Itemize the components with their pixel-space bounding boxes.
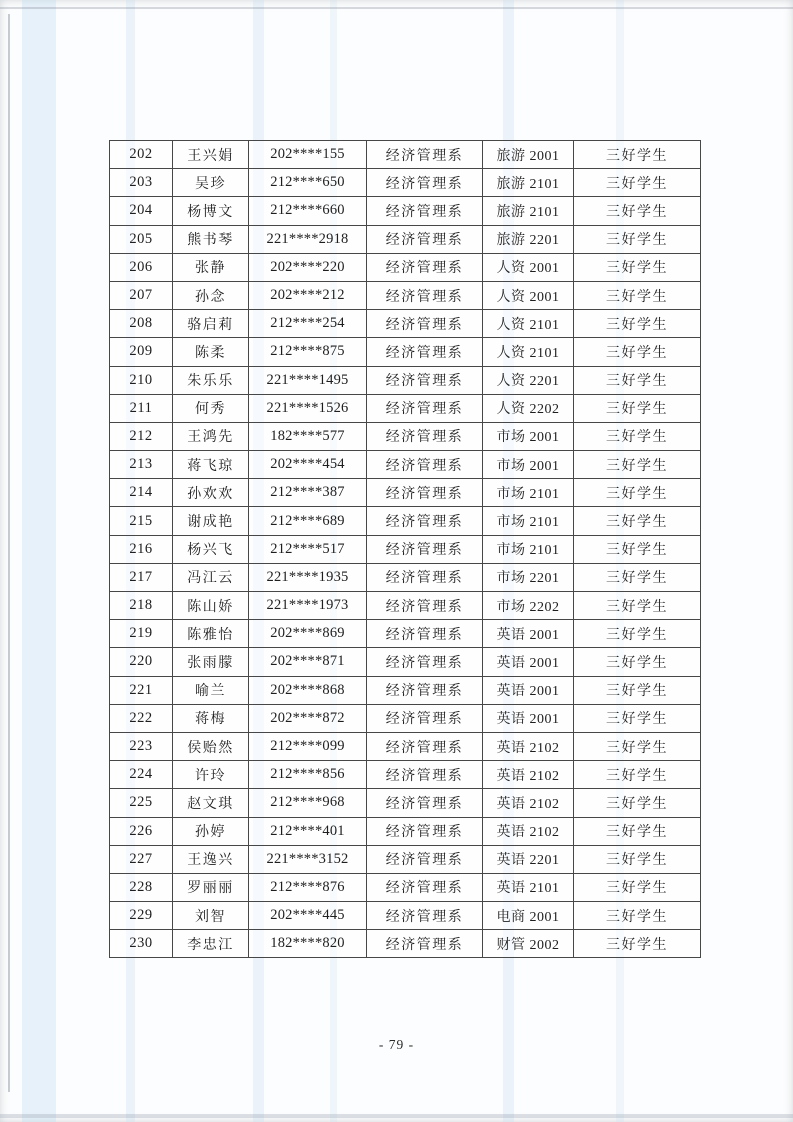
student-name-cell: 杨兴飞 [173,535,249,563]
class-cell: 市场 2101 [483,479,574,507]
department-cell: 经济管理系 [367,169,483,197]
row-number-cell: 222 [110,704,173,732]
student-id-cell: 212****254 [249,310,367,338]
student-id-cell: 212****650 [249,169,367,197]
award-cell: 三好学生 [574,676,701,704]
student-id-cell: 212****875 [249,338,367,366]
student-id-cell: 221****1935 [249,563,367,591]
student-name-cell: 何秀 [173,394,249,422]
department-cell: 经济管理系 [367,817,483,845]
department-cell: 经济管理系 [367,704,483,732]
student-id-cell: 212****968 [249,789,367,817]
student-id-cell: 202****155 [249,141,367,169]
department-cell: 经济管理系 [367,761,483,789]
row-number-cell: 204 [110,197,173,225]
row-number-cell: 213 [110,451,173,479]
student-id-cell: 212****856 [249,761,367,789]
class-cell: 英语 2102 [483,761,574,789]
scan-streak [22,0,56,1122]
department-cell: 经济管理系 [367,507,483,535]
class-cell: 旅游 2001 [483,141,574,169]
student-name-cell: 冯江云 [173,563,249,591]
class-cell: 英语 2201 [483,845,574,873]
student-id-cell: 202****445 [249,902,367,930]
table-row [110,507,701,535]
award-cell: 三好学生 [574,704,701,732]
table-row [110,338,701,366]
row-number-cell: 212 [110,422,173,450]
table-row [110,563,701,591]
department-cell: 经济管理系 [367,620,483,648]
row-number-cell: 216 [110,535,173,563]
student-award-table [109,140,701,958]
student-name-cell: 孙念 [173,281,249,309]
award-cell: 三好学生 [574,648,701,676]
award-cell: 三好学生 [574,535,701,563]
row-number-cell: 223 [110,732,173,760]
table-row [110,817,701,845]
department-cell: 经济管理系 [367,535,483,563]
row-number-cell: 221 [110,676,173,704]
student-id-cell: 221****2918 [249,225,367,253]
row-number-cell: 202 [110,141,173,169]
table-row [110,902,701,930]
student-id-cell: 212****689 [249,507,367,535]
award-cell: 三好学生 [574,169,701,197]
student-id-cell: 202****454 [249,451,367,479]
department-cell: 经济管理系 [367,845,483,873]
scan-edge-top [0,7,793,9]
award-cell: 三好学生 [574,761,701,789]
row-number-cell: 205 [110,225,173,253]
scan-edge-left [8,14,10,1092]
student-name-cell: 朱乐乐 [173,366,249,394]
table-row [110,197,701,225]
table-row [110,225,701,253]
row-number-cell: 208 [110,310,173,338]
table-row [110,732,701,760]
page-number: - 79 - [378,1037,415,1052]
student-name-cell: 喻兰 [173,676,249,704]
award-table-body [110,141,701,958]
department-cell: 经济管理系 [367,422,483,450]
student-name-cell: 谢成艳 [173,507,249,535]
award-cell: 三好学生 [574,366,701,394]
student-name-cell: 陈山娇 [173,592,249,620]
student-id-cell: 202****868 [249,676,367,704]
table-row [110,394,701,422]
row-number-cell: 206 [110,253,173,281]
class-cell: 市场 2101 [483,535,574,563]
award-cell: 三好学生 [574,817,701,845]
class-cell: 市场 2001 [483,451,574,479]
award-cell: 三好学生 [574,253,701,281]
row-number-cell: 214 [110,479,173,507]
department-cell: 经济管理系 [367,338,483,366]
table-row [110,141,701,169]
class-cell: 人资 2001 [483,253,574,281]
student-id-cell: 212****099 [249,732,367,760]
class-cell: 市场 2201 [483,563,574,591]
student-id-cell: 202****212 [249,281,367,309]
student-id-cell: 202****871 [249,648,367,676]
award-cell: 三好学生 [574,225,701,253]
table-row [110,592,701,620]
class-cell: 英语 2001 [483,704,574,732]
student-name-cell: 李忠江 [173,930,249,958]
award-cell: 三好学生 [574,592,701,620]
row-number-cell: 228 [110,873,173,901]
class-cell: 人资 2101 [483,310,574,338]
award-cell: 三好学生 [574,732,701,760]
department-cell: 经济管理系 [367,310,483,338]
student-name-cell: 刘智 [173,902,249,930]
department-cell: 经济管理系 [367,479,483,507]
class-cell: 市场 2202 [483,592,574,620]
award-cell: 三好学生 [574,479,701,507]
class-cell: 英语 2001 [483,620,574,648]
award-cell: 三好学生 [574,310,701,338]
class-cell: 旅游 2201 [483,225,574,253]
table-row [110,422,701,450]
department-cell: 经济管理系 [367,394,483,422]
student-name-cell: 张雨朦 [173,648,249,676]
award-cell: 三好学生 [574,873,701,901]
department-cell: 经济管理系 [367,592,483,620]
row-number-cell: 211 [110,394,173,422]
department-cell: 经济管理系 [367,225,483,253]
row-number-cell: 217 [110,563,173,591]
table-row [110,648,701,676]
department-cell: 经济管理系 [367,676,483,704]
award-cell: 三好学生 [574,620,701,648]
student-name-cell: 许玲 [173,761,249,789]
student-id-cell: 221****1973 [249,592,367,620]
table-row [110,281,701,309]
student-id-cell: 202****220 [249,253,367,281]
student-name-cell: 王逸兴 [173,845,249,873]
student-name-cell: 王兴娟 [173,141,249,169]
class-cell: 电商 2001 [483,902,574,930]
department-cell: 经济管理系 [367,902,483,930]
scan-edge-bottom [0,1114,793,1118]
department-cell: 经济管理系 [367,930,483,958]
student-id-cell: 202****872 [249,704,367,732]
award-cell: 三好学生 [574,197,701,225]
table-row [110,930,701,958]
row-number-cell: 218 [110,592,173,620]
class-cell: 市场 2001 [483,422,574,450]
class-cell: 人资 2101 [483,338,574,366]
class-cell: 英语 2102 [483,732,574,760]
student-name-cell: 蒋梅 [173,704,249,732]
award-cell: 三好学生 [574,451,701,479]
student-name-cell: 吴珍 [173,169,249,197]
row-number-cell: 224 [110,761,173,789]
row-number-cell: 210 [110,366,173,394]
table-row [110,676,701,704]
award-cell: 三好学生 [574,902,701,930]
student-name-cell: 赵文琪 [173,789,249,817]
row-number-cell: 215 [110,507,173,535]
department-cell: 经济管理系 [367,366,483,394]
class-cell: 人资 2001 [483,281,574,309]
student-id-cell: 212****387 [249,479,367,507]
award-cell: 三好学生 [574,422,701,450]
student-name-cell: 侯贻然 [173,732,249,760]
row-number-cell: 225 [110,789,173,817]
department-cell: 经济管理系 [367,281,483,309]
class-cell: 人资 2202 [483,394,574,422]
row-number-cell: 209 [110,338,173,366]
student-id-cell: 212****660 [249,197,367,225]
student-name-cell: 罗丽丽 [173,873,249,901]
row-number-cell: 229 [110,902,173,930]
table-row [110,451,701,479]
class-cell: 英语 2001 [483,676,574,704]
department-cell: 经济管理系 [367,732,483,760]
student-name-cell: 陈雅怡 [173,620,249,648]
table-row [110,789,701,817]
row-number-cell: 219 [110,620,173,648]
award-cell: 三好学生 [574,845,701,873]
student-id-cell: 202****869 [249,620,367,648]
student-name-cell: 骆启莉 [173,310,249,338]
department-cell: 经济管理系 [367,563,483,591]
student-id-cell: 221****3152 [249,845,367,873]
department-cell: 经济管理系 [367,648,483,676]
class-cell: 英语 2102 [483,789,574,817]
department-cell: 经济管理系 [367,253,483,281]
student-name-cell: 张静 [173,253,249,281]
class-cell: 人资 2201 [483,366,574,394]
row-number-cell: 226 [110,817,173,845]
student-id-cell: 221****1526 [249,394,367,422]
class-cell: 英语 2001 [483,648,574,676]
award-cell: 三好学生 [574,563,701,591]
student-id-cell: 212****401 [249,817,367,845]
department-cell: 经济管理系 [367,451,483,479]
award-cell: 三好学生 [574,394,701,422]
table-row [110,366,701,394]
table-row [110,253,701,281]
student-name-cell: 陈柔 [173,338,249,366]
class-cell: 旅游 2101 [483,197,574,225]
table-row [110,873,701,901]
row-number-cell: 207 [110,281,173,309]
class-cell: 旅游 2101 [483,169,574,197]
table-row [110,535,701,563]
student-name-cell: 孙婷 [173,817,249,845]
class-cell: 英语 2102 [483,817,574,845]
table-row [110,479,701,507]
table-row [110,845,701,873]
class-cell: 英语 2101 [483,873,574,901]
student-name-cell: 杨博文 [173,197,249,225]
student-name-cell: 孙欢欢 [173,479,249,507]
table-row [110,761,701,789]
award-cell: 三好学生 [574,507,701,535]
table-row [110,704,701,732]
student-name-cell: 王鸿先 [173,422,249,450]
award-cell: 三好学生 [574,141,701,169]
award-cell: 三好学生 [574,930,701,958]
student-id-cell: 221****1495 [249,366,367,394]
award-cell: 三好学生 [574,281,701,309]
class-cell: 财管 2002 [483,930,574,958]
department-cell: 经济管理系 [367,873,483,901]
table-row [110,310,701,338]
student-id-cell: 212****517 [249,535,367,563]
student-id-cell: 212****876 [249,873,367,901]
department-cell: 经济管理系 [367,141,483,169]
department-cell: 经济管理系 [367,197,483,225]
department-cell: 经济管理系 [367,789,483,817]
row-number-cell: 220 [110,648,173,676]
student-id-cell: 182****577 [249,422,367,450]
class-cell: 市场 2101 [483,507,574,535]
award-cell: 三好学生 [574,338,701,366]
award-cell: 三好学生 [574,789,701,817]
student-name-cell: 熊书琴 [173,225,249,253]
table-row [110,169,701,197]
table-row [110,620,701,648]
row-number-cell: 203 [110,169,173,197]
student-name-cell: 蒋飞琼 [173,451,249,479]
student-id-cell: 182****820 [249,930,367,958]
row-number-cell: 227 [110,845,173,873]
row-number-cell: 230 [110,930,173,958]
